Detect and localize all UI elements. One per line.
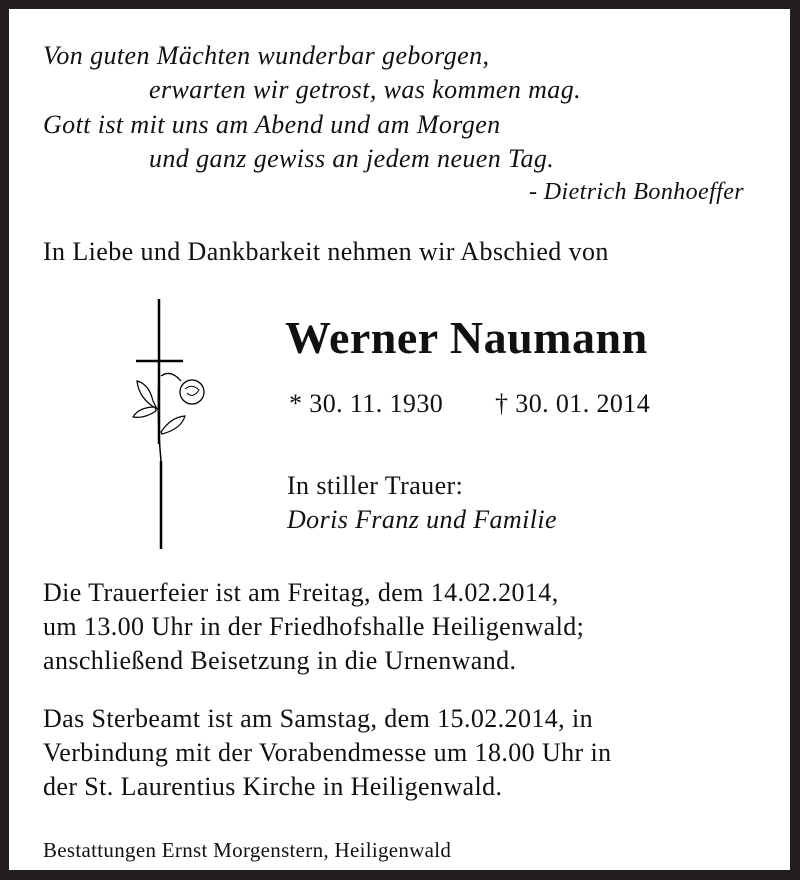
mass-line: Das Sterbeamt ist am Samstag, dem 15.02.2014, in [43, 704, 593, 733]
mass-line: Verbindung mit der Vorabendmesse um 18.00 Uhr in [43, 738, 612, 767]
cross-with-rose-icon [109, 289, 229, 559]
birth-date: * 30. 11. 1930 [289, 389, 444, 418]
funeral-line: um 13.00 Uhr in der Friedhofshalle Heiligenwald; [43, 612, 585, 641]
deceased-name: Werner Naumann [285, 312, 648, 363]
mourners-label: In stiller Trauer: [287, 471, 464, 500]
poem-line: erwarten wir getrost, was kommen mag. [149, 75, 581, 104]
poem-line: und ganz gewiss an jedem neuen Tag. [149, 144, 555, 173]
intro-text: In Liebe und Dankbarkeit nehmen wir Abschied von [43, 237, 609, 266]
poem-line: Von guten Mächten wunderbar geborgen, [43, 41, 490, 70]
death-date: † 30. 01. 2014 [495, 389, 651, 418]
mourners-names: Doris Franz und Familie [287, 505, 557, 534]
obituary-notice [9, 9, 790, 870]
mass-line: der St. Laurentius Kirche in Heiligenwald. [43, 772, 503, 801]
poem-author: - Dietrich Bonhoeffer [528, 179, 744, 205]
poem-line: Gott ist mit uns am Abend und am Morgen [43, 110, 501, 139]
funeral-line: anschließend Beisetzung in die Urnenwand. [43, 646, 517, 675]
undertaker: Bestattungen Ernst Morgenstern, Heiligenwald [43, 838, 452, 862]
funeral-line: Die Trauerfeier ist am Freitag, dem 14.02.2014, [43, 578, 559, 607]
